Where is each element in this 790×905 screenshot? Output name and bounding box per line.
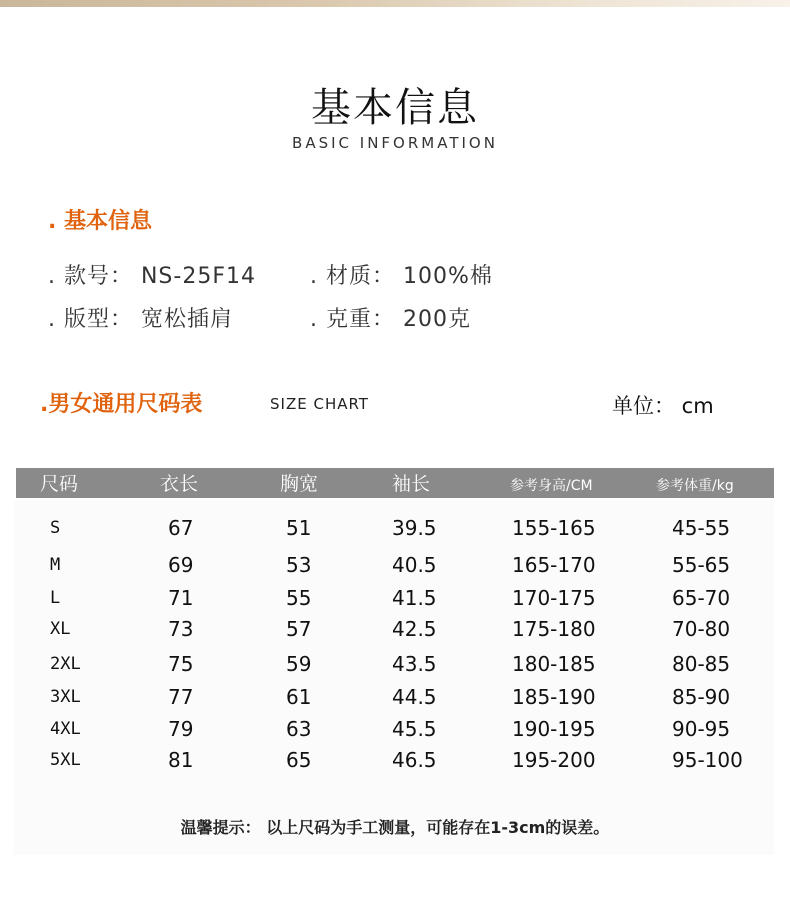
cell-length: 67 <box>168 516 194 540</box>
cell-weight: 95-100 <box>672 748 743 772</box>
unit-label: 单位： cm <box>612 394 714 418</box>
cell-chest: 57 <box>286 617 312 641</box>
column-header-weight: 参考体重/kg <box>656 478 734 494</box>
basic-info-heading: . 基本信息 <box>48 209 153 234</box>
cell-height: 165-170 <box>512 553 596 577</box>
size-table-header <box>16 468 774 498</box>
cell-sleeve: 45.5 <box>392 717 437 741</box>
style-number: . 款号： NS-25F14 <box>48 264 256 289</box>
size-chart-label: SIZE CHART <box>270 395 369 413</box>
page-subtitle: BASIC INFORMATION <box>292 134 498 152</box>
cell-height: 170-175 <box>512 586 596 610</box>
cell-sleeve: 42.5 <box>392 617 437 641</box>
cell-length: 81 <box>168 748 194 772</box>
cell-sleeve: 43.5 <box>392 652 437 676</box>
cell-size: 2XL <box>50 654 81 674</box>
cell-sleeve: 44.5 <box>392 685 437 709</box>
cell-weight: 45-55 <box>672 516 731 540</box>
size-chart-heading: .男女通用尺码表 <box>40 392 203 417</box>
column-header-length: 衣长 <box>160 473 199 495</box>
cell-length: 71 <box>168 586 194 610</box>
cell-length: 75 <box>168 652 194 676</box>
cell-chest: 61 <box>286 685 312 709</box>
cell-chest: 51 <box>286 516 312 540</box>
cell-weight: 65-70 <box>672 586 731 610</box>
cell-chest: 53 <box>286 553 312 577</box>
cell-size: 3XL <box>50 687 81 707</box>
cell-size: S <box>50 518 61 538</box>
cell-height: 195-200 <box>512 748 596 772</box>
cell-sleeve: 41.5 <box>392 586 437 610</box>
fabric-weight: . 克重： 200克 <box>310 307 471 332</box>
cell-chest: 63 <box>286 717 312 741</box>
cell-size: 5XL <box>50 750 81 770</box>
cell-height: 190-195 <box>512 717 596 741</box>
cell-length: 79 <box>168 717 194 741</box>
cell-height: 180-185 <box>512 652 596 676</box>
cell-weight: 55-65 <box>672 553 731 577</box>
cell-size: XL <box>50 619 71 639</box>
fit-type: . 版型： 宽松插肩 <box>48 307 233 332</box>
cell-weight: 90-95 <box>672 717 731 741</box>
cell-sleeve: 39.5 <box>392 516 437 540</box>
cell-length: 69 <box>168 553 194 577</box>
cell-size: L <box>50 588 61 608</box>
column-header-size: 尺码 <box>40 473 79 495</box>
cell-height: 155-165 <box>512 516 596 540</box>
cell-sleeve: 40.5 <box>392 553 437 577</box>
top-decorative-strip <box>0 0 790 7</box>
page-title: 基本信息 <box>311 85 479 131</box>
column-header-height: 参考身高/CM <box>510 478 593 494</box>
measurement-note: 温馨提示： 以上尺码为手工测量，可能存在1-3cm的误差。 <box>180 818 610 837</box>
cell-chest: 59 <box>286 652 312 676</box>
cell-weight: 80-85 <box>672 652 731 676</box>
column-header-chest: 胸宽 <box>280 473 319 495</box>
material: . 材质： 100%棉 <box>310 264 493 289</box>
cell-length: 73 <box>168 617 194 641</box>
cell-size: M <box>50 555 61 575</box>
cell-length: 77 <box>168 685 194 709</box>
cell-chest: 65 <box>286 748 312 772</box>
cell-weight: 85-90 <box>672 685 731 709</box>
cell-size: 4XL <box>50 719 81 739</box>
cell-sleeve: 46.5 <box>392 748 437 772</box>
cell-chest: 55 <box>286 586 312 610</box>
column-header-sleeve: 袖长 <box>392 473 431 495</box>
cell-height: 175-180 <box>512 617 596 641</box>
cell-weight: 70-80 <box>672 617 731 641</box>
cell-height: 185-190 <box>512 685 596 709</box>
